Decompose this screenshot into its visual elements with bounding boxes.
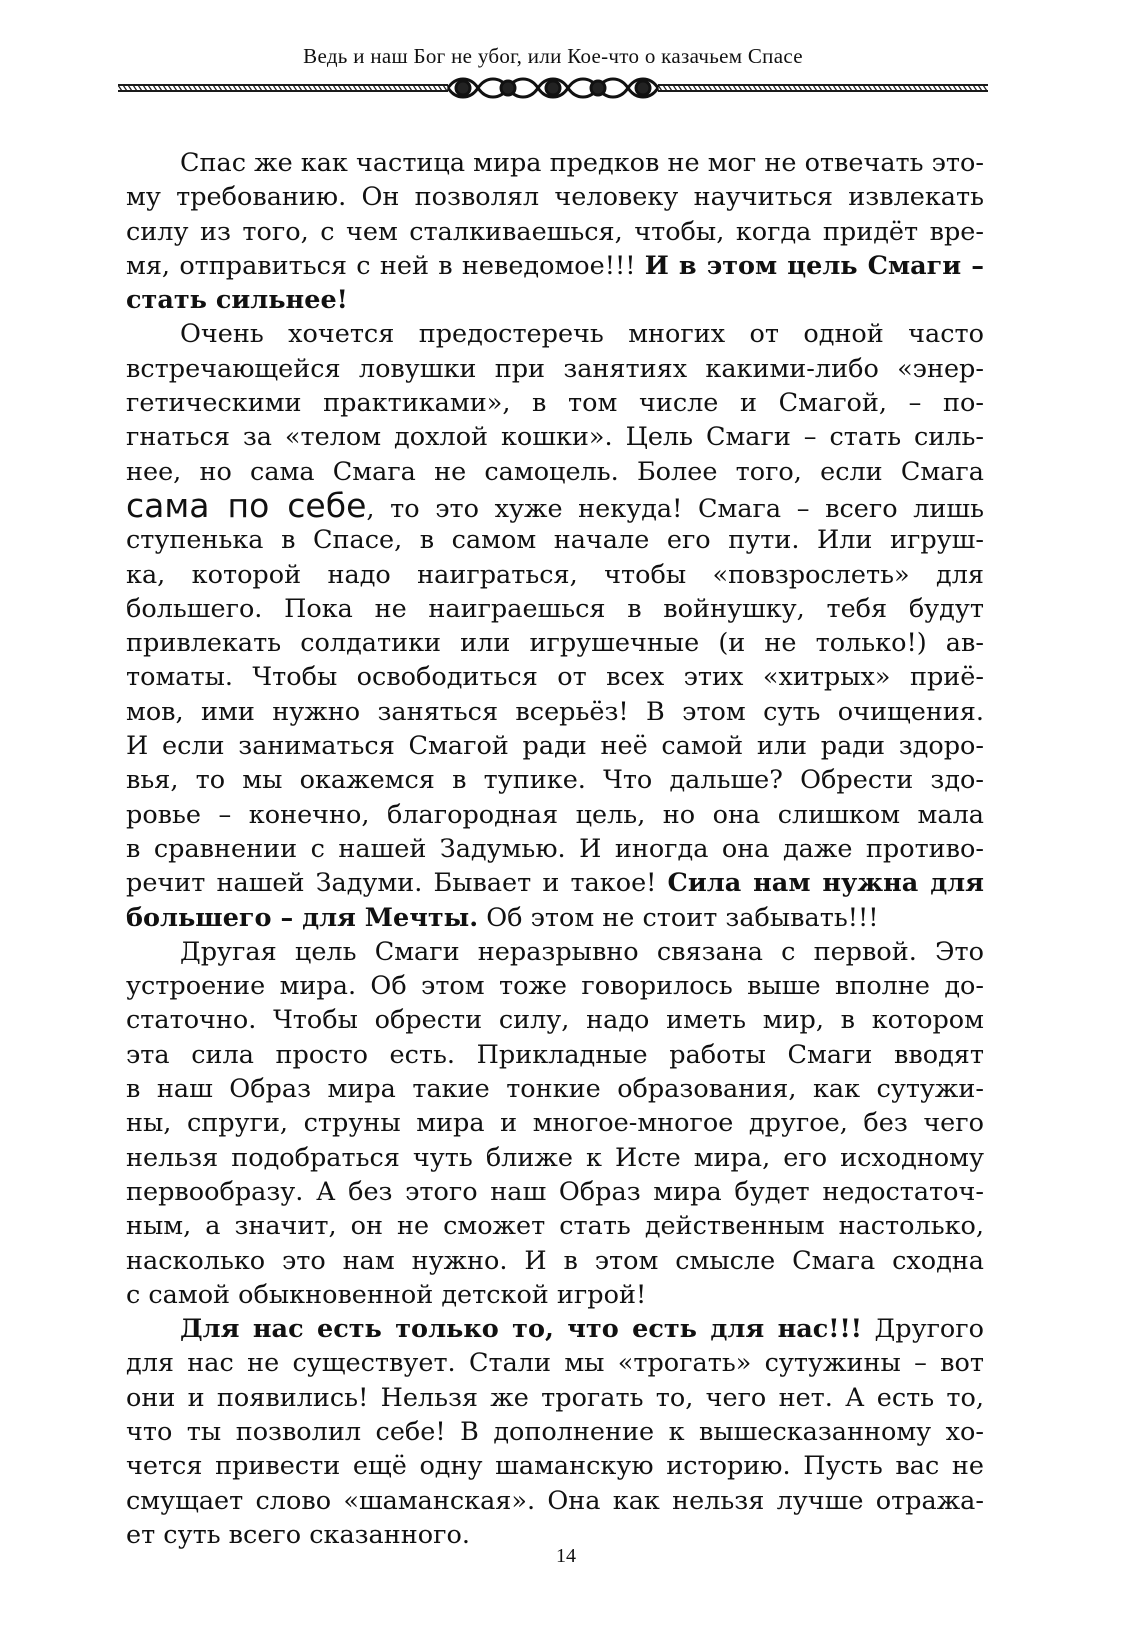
text-line — [126, 523, 984, 557]
text-segment: гетическими практиками», в том числе и Смагой, – по- — [126, 388, 984, 419]
text-segment: нельзя подобраться чуть ближе к Исте мира, его исходному — [126, 1142, 984, 1173]
text-line — [126, 558, 984, 592]
text-segment: мов, ими нужно заняться всерьёз! В этом суть очищения. — [126, 696, 984, 727]
text-line — [126, 592, 984, 626]
text-segment: чется привести ещё одну шаманскую историю. Пусть вас не — [126, 1451, 984, 1482]
text-segment: первообразу. А без этого наш Образ мира будет недостаточ- — [126, 1176, 984, 1207]
text-line — [126, 1141, 984, 1175]
bold-text: большего – для Мечты. — [126, 902, 479, 933]
text-line — [126, 249, 984, 283]
text-segment: му требованию. Он позволял человеку научиться извлекать — [126, 182, 984, 213]
paragraph — [126, 1312, 984, 1552]
text-line — [126, 901, 984, 935]
text-line — [126, 180, 984, 214]
text-line — [126, 485, 984, 525]
text-segment: с самой обыкновенной детской игрой! — [126, 1279, 647, 1310]
text-segment: силу из того, с чем сталкиваешься, чтобы, когда придёт вре- — [126, 216, 984, 247]
text-segment: встречающейся ловушки при занятиях какими-либо «энер- — [126, 353, 984, 384]
text-line — [126, 935, 984, 969]
text-line — [126, 969, 984, 1003]
text-line — [126, 660, 984, 694]
text-segment: Очень хочется предостеречь многих от одной часто — [180, 319, 984, 350]
text-line — [126, 1072, 984, 1106]
text-segment: сама по себе — [126, 485, 367, 525]
text-line — [126, 317, 984, 351]
text-segment: Спас же как частица мира предков не мог не отвечать это- — [180, 148, 984, 178]
text-segment: эта сила просто есть. Прикладные работы Смаги вводят — [126, 1039, 984, 1070]
text-line — [126, 1449, 984, 1483]
text-segment: речит нашей Задуми. Бывает и такое! — [126, 868, 668, 899]
text-segment: насколько это нам нужно. И в этом смысле Смага сходна — [126, 1245, 984, 1276]
text-line — [126, 1106, 984, 1140]
text-line — [126, 1278, 984, 1312]
paragraph — [126, 146, 984, 317]
text-segment: вья, то мы окажемся в тупике. Что дальше? Обрести здо- — [126, 765, 984, 796]
text-line — [126, 1244, 984, 1278]
text-line — [126, 1003, 984, 1037]
text-line — [126, 1038, 984, 1072]
text-segment: ступенька в Спасе, в самом начале его пути. Или игруш- — [126, 525, 984, 556]
text-segment: , то это хуже некуда! Смага – всего лишь — [366, 493, 984, 524]
text-line — [126, 1381, 984, 1415]
text-line — [126, 763, 984, 797]
text-line — [126, 420, 984, 454]
text-segment: ка, которой надо наиграться, чтобы «повзрослеть» для — [126, 559, 984, 590]
text-line — [126, 1415, 984, 1449]
text-line — [126, 1175, 984, 1209]
text-line — [126, 695, 984, 729]
text-line — [126, 832, 984, 866]
text-segment: в сравнении с нашей Задумью. И иногда она даже противо- — [126, 833, 984, 864]
text-segment: мя, отправиться с ней в неведомое!!! — [126, 250, 645, 281]
text-segment: гнаться за «телом дохлой кошки». Цель Смаги – стать силь- — [126, 422, 984, 453]
text-segment: Другая цель Смаги неразрывно связана с первой. Это — [180, 936, 984, 967]
page-number: 14 — [556, 1545, 576, 1567]
text-line — [126, 1484, 984, 1518]
text-line — [126, 455, 984, 489]
text-line — [126, 798, 984, 832]
text-segment: что ты позволил себе! В дополнение к вышесказанному хо- — [126, 1416, 984, 1447]
text-segment: ным, а значит, он не сможет стать действенным настолько, — [126, 1211, 984, 1242]
text-segment: ны, спруги, струны мира и многое-многое другое, без чего — [126, 1108, 984, 1139]
rope-knot-divider-icon — [118, 76, 988, 100]
text-segment: они и появились! Нельзя же трогать то, чего нет. А есть то, — [126, 1382, 984, 1413]
text-segment: ровье – конечно, благородная цель, но она слишком мала — [126, 799, 984, 830]
paragraph — [126, 317, 984, 934]
text-segment: большего. Пока не наиграешься в войнушку, тебя будут — [126, 593, 984, 624]
text-segment: привлекать солдатики или игрушечные (и не только!) ав- — [126, 628, 984, 659]
bold-text: И в этом цель Смаги – — [644, 250, 984, 281]
bold-text: стать сильнее! — [126, 285, 348, 316]
running-head: Ведь и наш Бог не убог, или Кое-что о казачьем Спасе — [303, 44, 803, 68]
text-segment: Другого — [861, 1314, 984, 1345]
text-segment: томаты. Чтобы освободиться от всех этих «хитрых» приё- — [126, 662, 984, 693]
text-segment: устроение мира. Об этом тоже говорилось выше вполне до- — [126, 971, 984, 1002]
text-line — [126, 1209, 984, 1243]
text-line — [126, 215, 984, 249]
text-line — [126, 866, 984, 900]
text-segment: Об этом не стоит забывать!!! — [478, 902, 879, 933]
text-line — [126, 626, 984, 660]
text-line — [126, 283, 984, 317]
text-line — [126, 1312, 984, 1346]
text-segment: для нас не существует. Стали мы «трогать» сутужины – вот — [126, 1348, 984, 1379]
text-segment: статочно. Чтобы обрести силу, надо иметь мир, в котором — [126, 1005, 984, 1036]
knots — [448, 79, 658, 97]
text-line — [126, 1346, 984, 1380]
text-segment: ет суть всего сказанного. — [126, 1519, 470, 1550]
text-segment: И если заниматься Смагой ради неё самой или ради здоро- — [126, 731, 984, 762]
bold-text: Сила нам нужна для — [667, 868, 985, 899]
bold-text: Для нас есть только то, что есть для нас!!! — [180, 1314, 862, 1345]
text-line — [126, 352, 984, 386]
text-segment: в наш Образ мира такие тонкие образования, как сутужи- — [126, 1074, 984, 1105]
text-line — [126, 386, 984, 420]
text-line — [126, 729, 984, 763]
paragraph — [126, 935, 984, 1312]
page-body — [126, 146, 984, 1552]
text-line — [126, 146, 984, 180]
text-segment: смущает слово «шаманская». Она как нельзя лучше отража- — [126, 1485, 984, 1516]
text-segment: нее, но сама Смага не самоцель. Более того, если Смага — [126, 456, 984, 487]
